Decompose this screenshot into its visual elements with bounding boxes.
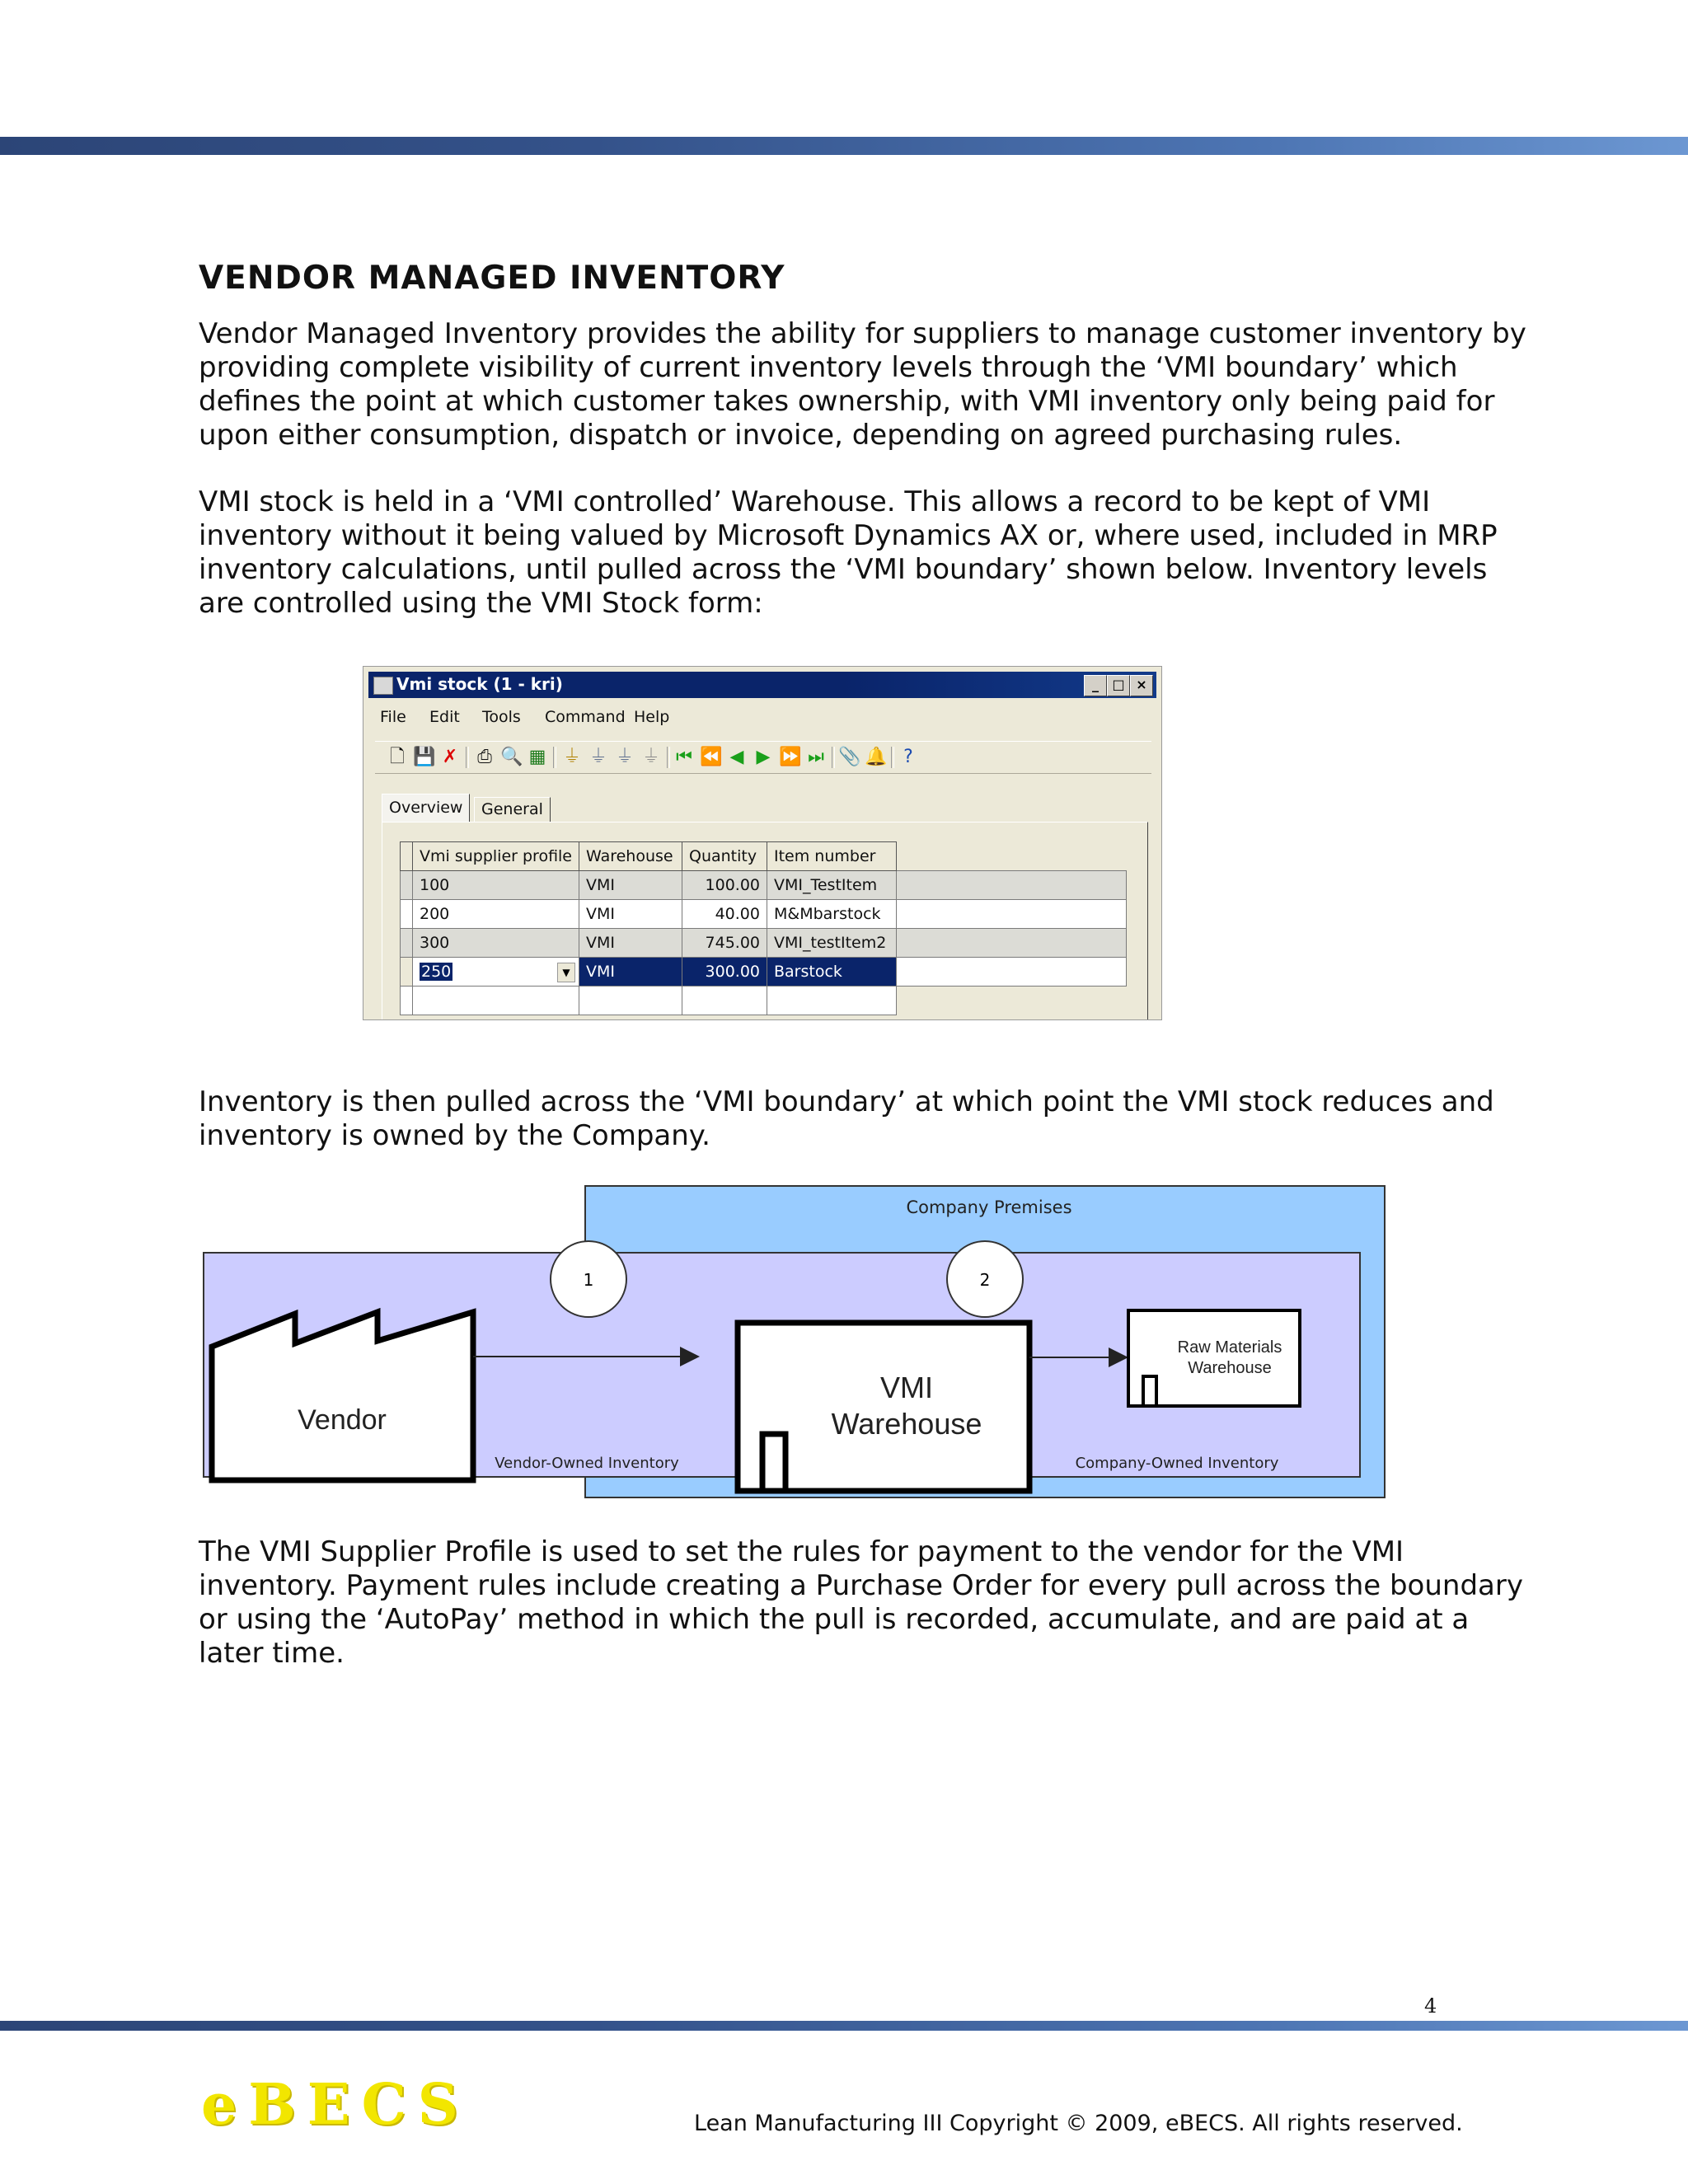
menu-command[interactable]: Command [545,708,626,726]
next-page-icon[interactable]: ⏩ [779,747,802,767]
new-icon[interactable]: 🗋 [390,747,405,767]
cell-warehouse[interactable]: VMI [579,900,682,929]
vmi-stock-grid [400,841,1127,1015]
grid-header-row [401,842,1127,871]
menu-tools[interactable]: Tools [482,708,521,726]
company-premises-label: Company Premises [906,1197,1072,1217]
row-selector[interactable] [401,958,413,987]
cell-quantity[interactable]: 40.00 [682,900,767,929]
toolbar-separator [891,747,894,768]
window-titlebar [368,672,1156,698]
cell-quantity[interactable]: 300.00 [682,958,767,987]
cell-filler [897,987,1127,1015]
cell-warehouse[interactable]: VMI [579,871,682,900]
col-item-number[interactable]: Item number [767,842,897,871]
table-row[interactable] [401,871,1127,900]
cell-filler [897,929,1127,958]
row-selector[interactable] [401,929,413,958]
cell-empty[interactable] [767,987,897,1015]
company-owned-label: Company-Owned Inventory [1075,1455,1279,1472]
vmi-label-line1: VMI [879,1371,934,1404]
col-vmi-supplier-profile[interactable]: Vmi supplier profile [413,842,579,871]
cell-profile-dropdown[interactable] [413,958,579,987]
cell-item[interactable]: VMI_TestItem [767,871,897,900]
cell-empty[interactable] [682,987,767,1015]
minimize-icon[interactable]: _ [1084,675,1107,696]
table-row-selected[interactable] [401,958,1127,987]
print-icon[interactable]: ⎙ [477,747,492,767]
tab-general[interactable]: General [474,797,551,823]
advanced-filter-icon[interactable]: ⏚ [615,747,634,767]
cell-item[interactable]: VMI_testItem2 [767,929,897,958]
copyright-footer: Lean Manufacturing III Copyright © 2009, eBECS. All rights reserved. [694,2111,1463,2136]
export-excel-icon[interactable]: ▦ [528,747,546,767]
toolbar-separator [466,747,469,768]
ebecs-logo: eBECS [201,2072,470,2138]
row-selector[interactable] [401,987,413,1015]
previous-record-icon[interactable]: ◀ [729,747,744,767]
cell-item[interactable]: M&Mbarstock [767,900,897,929]
page-title: VENDOR MANAGED INVENTORY [199,260,785,297]
next-record-icon[interactable]: ▶ [756,747,771,767]
header-rule [0,137,1688,155]
cell-filler [897,900,1127,929]
save-icon[interactable]: 💾 [413,747,436,767]
raw-label-line1: Raw Materials [1177,1338,1282,1357]
cell-profile[interactable]: 200 [413,900,579,929]
document-handling-icon[interactable]: 📎 [838,747,861,767]
cell-quantity[interactable]: 745.00 [682,929,767,958]
cell-empty[interactable] [413,987,579,1015]
marker-1-label: 1 [583,1270,594,1290]
toolbar-separator [832,747,835,768]
cell-quantity[interactable]: 100.00 [682,871,767,900]
cell-empty[interactable] [579,987,682,1015]
help-icon[interactable]: ? [903,747,913,767]
toolbar [375,741,1151,774]
toolbar-separator [667,747,670,768]
chevron-down-icon[interactable]: ▼ [557,963,575,982]
col-quantity[interactable]: Quantity [682,842,767,871]
profile-dropdown-value[interactable]: 250 [421,963,452,981]
tab-overview[interactable]: Overview [382,794,470,823]
toolbar-separator [553,747,556,768]
vmi-stock-window [363,666,1162,1020]
window-title: Vmi stock (1 - kri) [396,674,563,694]
remove-filter-icon[interactable]: ⏚ [641,747,660,767]
cell-warehouse[interactable]: VMI [579,958,682,987]
last-record-icon[interactable]: ⏭ [808,747,824,767]
menu-help[interactable]: Help [634,708,670,726]
boundary-paragraph: Inventory is then pulled across the ‘VMI boundary’ at which point the VMI stock reduces and inventory is owned by the Company. [199,1085,1494,1152]
delete-icon[interactable]: ✗ [442,747,458,767]
cell-filler [897,871,1127,900]
table-row[interactable] [401,900,1127,929]
table-row[interactable] [401,929,1127,958]
row-selector[interactable] [401,900,413,929]
vmi-label-line2: Warehouse [831,1407,982,1441]
filter-selection-icon[interactable]: ⏚ [562,747,581,767]
cell-profile[interactable]: 100 [413,871,579,900]
filter-form-icon[interactable]: ⏚ [588,747,607,767]
raw-door-icon [1143,1376,1156,1406]
cell-item[interactable]: Barstock [767,958,897,987]
table-row-empty[interactable] [401,987,1127,1015]
previous-page-icon[interactable]: ⏪ [700,747,723,767]
app-icon [373,677,393,695]
vmi-boundary-diagram [198,1180,1401,1502]
menu-file[interactable]: File [380,708,406,726]
marker-2-label: 2 [979,1270,991,1290]
alert-icon[interactable]: 🔔 [865,747,888,767]
vmi-door-icon [762,1434,785,1491]
grid-filler [897,842,1127,871]
payment-paragraph: The VMI Supplier Profile is used to set the rules for payment to the vendor for the VMI inventory. Payment rules include creating a Purchase Order for every pull across the boundary or using the ‘AutoPay’ method in which the pull is recorded, accumulate, and are paid at a later time. [199,1535,1523,1670]
close-icon[interactable]: × [1130,675,1153,696]
vendor-factory-icon [212,1312,473,1480]
row-selector-header [401,842,413,871]
page-number: 4 [1424,1994,1437,2018]
first-record-icon[interactable]: ⏮ [676,747,692,767]
footer-rule [0,2021,1688,2031]
cell-warehouse[interactable]: VMI [579,929,682,958]
vmi-stock-paragraph: VMI stock is held in a ‘VMI controlled’ Warehouse. This allows a record to be kept of VMI inventory without it being valued by Microsoft Dynamics AX or, where used, included in MRP inventory calculations, until pulled across the ‘VMI boundary’ shown below. Inventory levels are controlled using the VMI Stock form: [199,485,1498,620]
vendor-label: Vendor [298,1404,387,1436]
menu-edit[interactable]: Edit [429,708,460,726]
row-selector[interactable] [401,871,413,900]
intro-paragraph: Vendor Managed Inventory provides the ability for suppliers to manage customer inventory by providing complete visibility of current inventory levels through the ‘VMI boundary’ which defines the point at which customer takes ownership, with VMI inventory only being paid for upon either consumption, dispatch or invoice, depending on agreed purchasing rules. [199,317,1526,452]
raw-label-line2: Warehouse [1188,1359,1272,1377]
maximize-icon[interactable]: □ [1107,675,1130,696]
vendor-owned-label: Vendor-Owned Inventory [495,1455,679,1472]
col-warehouse[interactable]: Warehouse [579,842,682,871]
cell-filler [897,958,1127,987]
cell-profile[interactable]: 300 [413,929,579,958]
print-preview-icon[interactable]: 🔍 [500,747,523,767]
